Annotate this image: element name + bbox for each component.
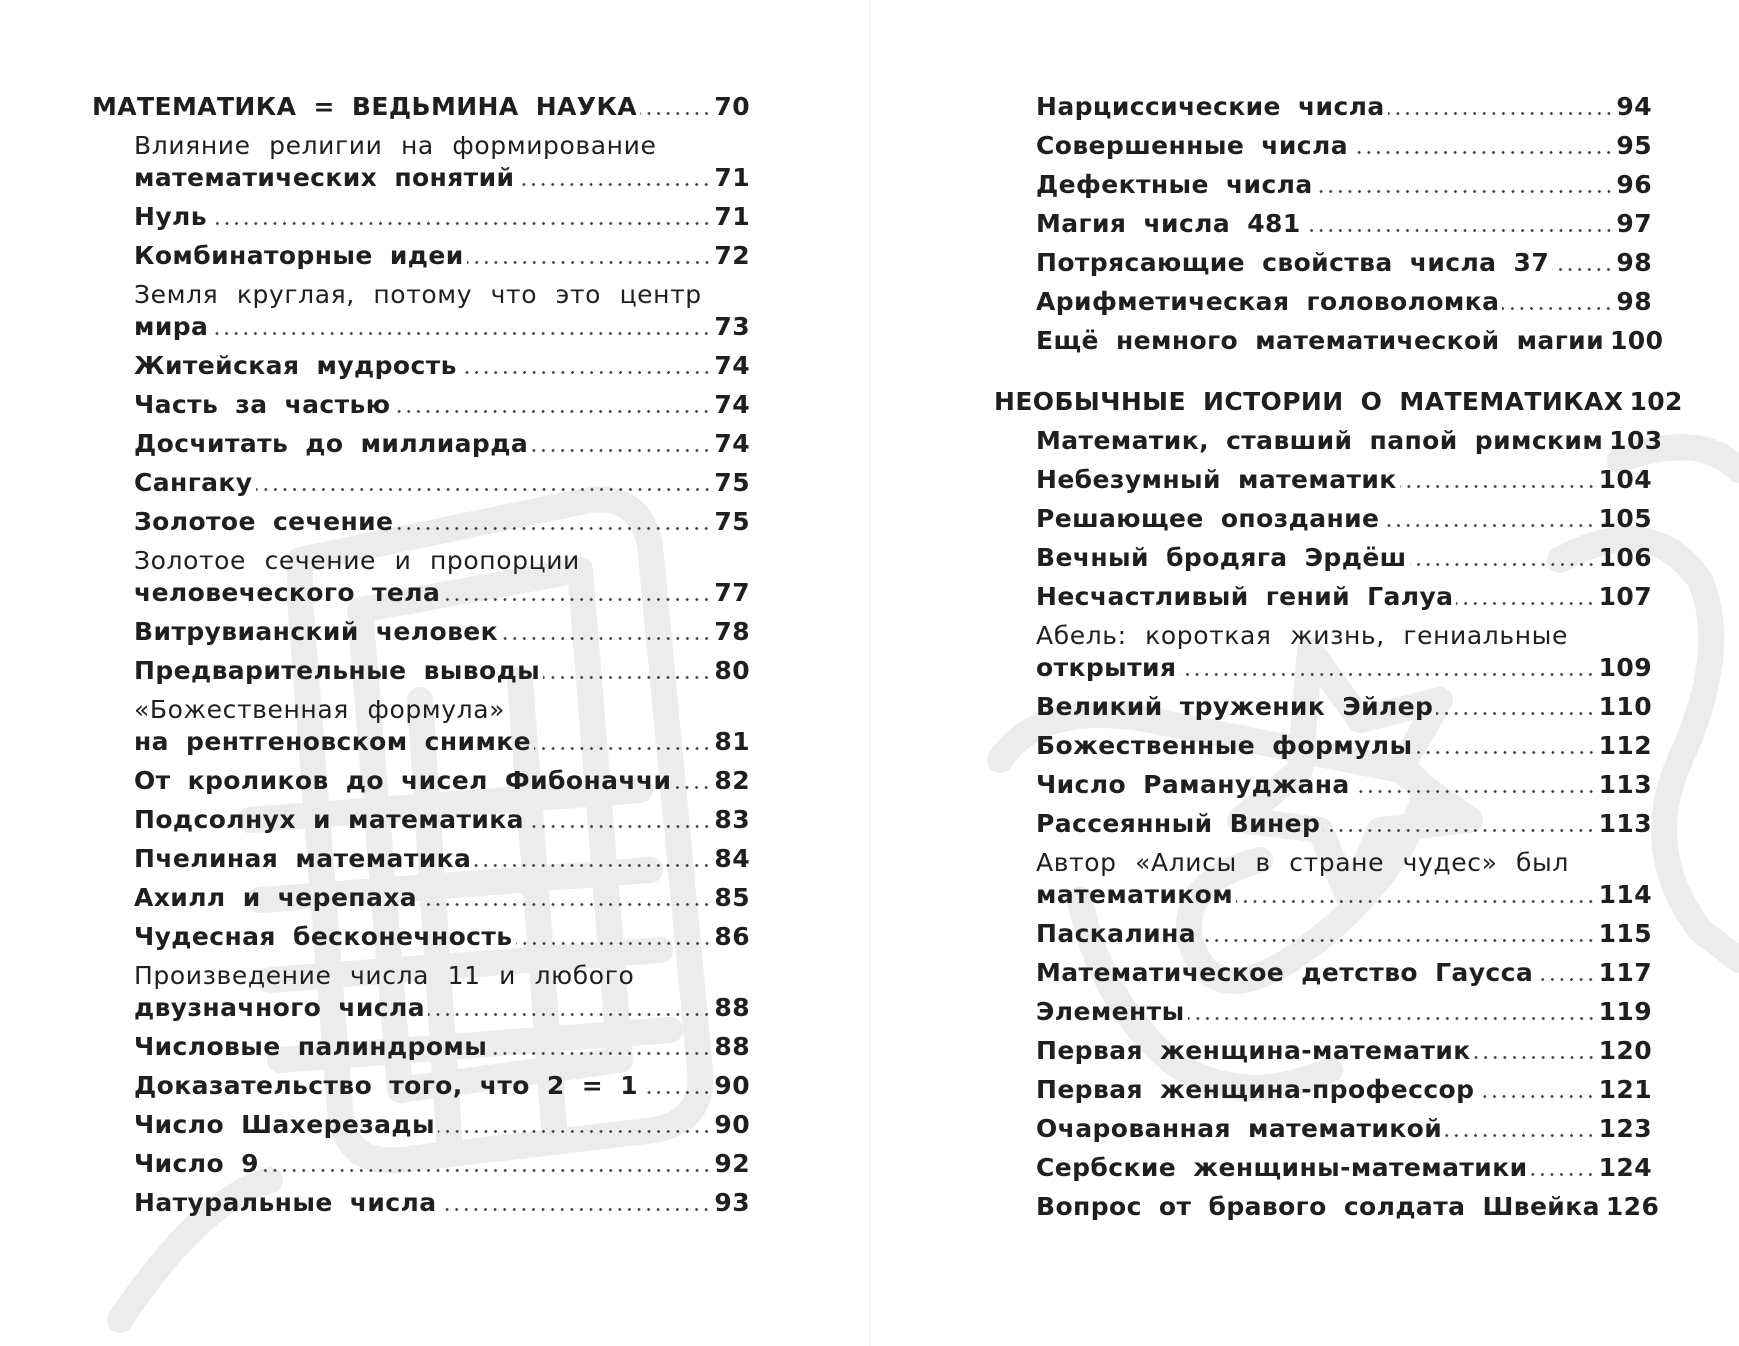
- toc-entry-page: 77: [714, 578, 750, 607]
- right-page: [994, 92, 1683, 1231]
- dot-leader: [501, 637, 711, 640]
- toc-entry-title: Витрувианский человек: [134, 617, 499, 646]
- dot-leader: [527, 825, 711, 828]
- toc-entry[interactable]: [994, 692, 1652, 731]
- toc-entry-title: Вечный бродяга Эрдёш: [1036, 543, 1407, 572]
- toc-entry[interactable]: [994, 848, 1652, 919]
- toc-section-witch-science: [92, 92, 750, 1227]
- section-page-number: 102: [1629, 387, 1683, 416]
- toc-entry-title: Великий труженик Эйлер: [1036, 692, 1434, 721]
- toc-entry-page: 112: [1598, 731, 1652, 760]
- toc-entry-title: Предварительные выводы: [134, 656, 541, 685]
- toc-entry-page: 74: [714, 390, 750, 419]
- dot-leader: [1502, 307, 1613, 310]
- dot-leader: [640, 112, 711, 115]
- dot-leader: [439, 1208, 711, 1211]
- toc-entry-title: Числовые палиндромы: [134, 1032, 488, 1061]
- toc-entry-page: 124: [1598, 1153, 1652, 1182]
- toc-entry[interactable]: [92, 1032, 750, 1071]
- toc-entry-title: Число Шахерезады: [134, 1110, 436, 1139]
- toc-entry-title: Нуль: [134, 202, 207, 231]
- toc-entry-page: 117: [1598, 958, 1652, 987]
- toc-entry-page: 115: [1598, 919, 1652, 948]
- toc-entry-page: 75: [714, 507, 750, 536]
- toc-entry-page: 106: [1598, 543, 1652, 572]
- toc-entry-title: Досчитать до миллиарда: [134, 429, 529, 458]
- dot-leader: [1530, 1173, 1595, 1176]
- dot-leader: [211, 332, 711, 335]
- toc-entry-page: 113: [1598, 770, 1652, 799]
- toc-entry-title-line1: Влияние религии на формирование: [134, 131, 657, 160]
- toc-entry-page: 105: [1598, 504, 1652, 533]
- toc-entry-title: Нарциссические числа: [1036, 92, 1385, 121]
- toc-entry-title: Потрясающие свойства числа 37: [1036, 248, 1550, 277]
- dot-leader: [1316, 190, 1614, 193]
- dot-leader: [210, 222, 711, 225]
- toc-entry[interactable]: [994, 543, 1652, 582]
- dot-leader: [474, 864, 711, 867]
- dot-leader: [1304, 229, 1614, 232]
- toc-entry-page: 109: [1598, 653, 1652, 682]
- toc-entry[interactable]: [994, 209, 1652, 248]
- toc-entry-page: 90: [714, 1110, 750, 1139]
- toc-entry[interactable]: [92, 656, 750, 695]
- toc-entry-page: 86: [714, 922, 750, 951]
- dot-leader: [393, 410, 711, 413]
- dot-leader: [460, 371, 712, 374]
- toc-entry-page: 83: [714, 805, 750, 834]
- toc-entry-title: Математик, ставший папой римским: [1036, 426, 1604, 455]
- toc-entry-title-line1: Абель: короткая жизнь, гениальные: [1036, 621, 1568, 650]
- toc-entry[interactable]: [994, 997, 1652, 1036]
- toc-entry-page: 113: [1598, 809, 1652, 838]
- toc-entry-page: 82: [714, 766, 750, 795]
- toc-entry-title: От кроликов до чисел Фибоначчи: [134, 766, 672, 795]
- toc-entry[interactable]: [994, 426, 1663, 465]
- toc-entry-title: мира: [134, 312, 209, 341]
- toc-entry-title-line1: Золотое сечение и пропорции: [134, 546, 580, 575]
- toc-entry[interactable]: [994, 731, 1652, 770]
- toc-entry[interactable]: [92, 922, 750, 961]
- toc-entry[interactable]: [994, 809, 1652, 848]
- toc-entry-title: Математическое детство Гаусса: [1036, 958, 1534, 987]
- left-page: [92, 92, 750, 1227]
- dot-leader: [531, 449, 711, 452]
- toc-entry-page: 98: [1616, 248, 1652, 277]
- dot-leader: [256, 488, 712, 491]
- toc-entry-title: Натуральные числа: [134, 1188, 437, 1217]
- toc-entry-title: Золотое сечение: [134, 507, 394, 536]
- toc-entry-title: Число Рамануджана: [1036, 770, 1350, 799]
- toc-entry[interactable]: [994, 92, 1652, 131]
- toc-entry-title: на рентгеновском снимке: [134, 727, 532, 756]
- toc-entry[interactable]: [92, 507, 750, 546]
- toc-entry[interactable]: [92, 546, 750, 617]
- toc-entry-title: Дефектные числа: [1036, 170, 1313, 199]
- dot-leader: [1456, 602, 1595, 605]
- section-title: МАТЕМАТИКА = ВЕДЬМИНА НАУКА: [92, 92, 638, 121]
- dot-leader: [641, 1091, 711, 1094]
- dot-leader: [534, 747, 711, 750]
- toc-entry-page: 114: [1598, 880, 1652, 909]
- toc-entry[interactable]: [92, 1149, 750, 1188]
- toc-entry-title: Первая женщина-профессор: [1036, 1075, 1475, 1104]
- dot-leader: [1236, 900, 1596, 903]
- toc-entry-title: математических понятий: [134, 163, 515, 192]
- toc-entry-title: математиком: [1036, 880, 1234, 909]
- dot-leader: [1388, 112, 1614, 115]
- toc-entry-page: 73: [714, 312, 750, 341]
- toc-entry-title: Сангаку: [134, 468, 253, 497]
- toc-entry-page: 72: [714, 241, 750, 270]
- toc-entry-page: 85: [714, 883, 750, 912]
- dot-leader: [1351, 151, 1613, 154]
- toc-entry[interactable]: [994, 287, 1652, 326]
- dot-leader: [262, 1169, 711, 1172]
- toc-entry-title-line1: «Божественная формула»: [134, 695, 506, 724]
- toc-entry-page: 123: [1598, 1114, 1652, 1143]
- toc-entry-page: 103: [1609, 426, 1663, 455]
- toc-entry-title-line1: Земля круглая, потому что это центр: [134, 280, 702, 309]
- dot-leader: [1416, 751, 1596, 754]
- toc-entry-page: 88: [714, 993, 750, 1022]
- toc-entry-title: Сербские женщины-математики: [1036, 1153, 1528, 1182]
- toc-entry[interactable]: [994, 958, 1652, 997]
- toc-entry-page: 110: [1598, 692, 1652, 721]
- toc-entry-page: 78: [714, 617, 750, 646]
- toc-entry[interactable]: [92, 844, 750, 883]
- dot-leader: [516, 942, 712, 945]
- dot-leader: [1188, 1017, 1596, 1020]
- dot-leader: [1552, 268, 1613, 271]
- toc-entry-title: Элементы: [1036, 997, 1185, 1026]
- toc-entry[interactable]: [994, 1075, 1652, 1114]
- section-spacer: [994, 365, 1652, 387]
- toc-entry-page: 97: [1616, 209, 1652, 238]
- toc-entry-title: Первая женщина-математик: [1036, 1036, 1471, 1065]
- toc-entry-title: Вопрос от бравого солдата Швейка: [1036, 1192, 1600, 1221]
- toc-entry[interactable]: [994, 170, 1652, 209]
- dot-leader: [1445, 1134, 1595, 1137]
- dot-leader: [1353, 790, 1596, 793]
- toc-entry-page: 71: [714, 163, 750, 192]
- dot-leader: [438, 1130, 711, 1133]
- toc-entry-title: Доказательство того, что 2 = 1: [134, 1071, 639, 1100]
- toc-entry-page: 80: [714, 656, 750, 685]
- toc-entry-title: Магия числа 481: [1036, 209, 1301, 238]
- section-page-number: 70: [714, 92, 750, 121]
- toc-entry-title: Очарованная математикой: [1036, 1114, 1443, 1143]
- toc-entry-page: 119: [1598, 997, 1652, 1026]
- toc-entry[interactable]: [994, 1036, 1652, 1075]
- toc-entry-page: 92: [714, 1149, 750, 1178]
- dot-leader: [1474, 1056, 1596, 1059]
- toc-entry[interactable]: [92, 805, 750, 844]
- toc-entry[interactable]: [92, 1188, 750, 1227]
- toc-entry-title: Несчастливый гений Галуа: [1036, 582, 1454, 611]
- dot-leader: [1400, 485, 1596, 488]
- toc-entry-title: Арифметическая головоломка: [1036, 287, 1500, 316]
- toc-entry-page: 96: [1616, 170, 1652, 199]
- toc-entry-page: 104: [1598, 465, 1652, 494]
- dot-leader: [1436, 712, 1595, 715]
- toc-entry-title: Комбинаторные идеи: [134, 241, 464, 270]
- toc-entry[interactable]: [92, 695, 750, 766]
- dot-leader: [490, 1052, 711, 1055]
- toc-section-unusual-stories: [994, 387, 1683, 1231]
- toc-entry[interactable]: [994, 770, 1652, 809]
- dot-leader: [1323, 829, 1595, 832]
- toc-entry[interactable]: [92, 1071, 750, 1110]
- toc-entry-page: 107: [1598, 582, 1652, 611]
- dot-leader: [443, 598, 711, 601]
- toc-entry-title: Небезумный математик: [1036, 465, 1397, 494]
- toc-entry-page: 81: [714, 727, 750, 756]
- toc-entry-title: Пчелиная математика: [134, 844, 472, 873]
- toc-entry[interactable]: [92, 202, 750, 241]
- toc-entry-page: 98: [1616, 287, 1652, 316]
- toc-entry[interactable]: [92, 390, 750, 429]
- toc-entry-title: Житейская мудрость: [134, 351, 457, 380]
- toc-entry-title: Рассеянный Винер: [1036, 809, 1321, 838]
- section-heading[interactable]: [994, 387, 1683, 426]
- dot-leader: [1410, 563, 1596, 566]
- toc-entry[interactable]: [92, 131, 750, 202]
- toc-entry-title: Совершенные числа: [1036, 131, 1348, 160]
- toc-entry-title-line1: Произведение числа 11 и любого: [134, 961, 635, 990]
- toc-entry[interactable]: [92, 241, 750, 280]
- toc-entry-page: 88: [714, 1032, 750, 1061]
- toc-entry[interactable]: [92, 280, 750, 351]
- toc-entry[interactable]: [92, 1110, 750, 1149]
- toc-entry[interactable]: [92, 468, 750, 507]
- toc-entry[interactable]: [994, 465, 1652, 504]
- toc-entry-page: 74: [714, 429, 750, 458]
- toc-entry[interactable]: [994, 1192, 1660, 1231]
- toc-entry-page: 94: [1616, 92, 1652, 121]
- toc-entry-page: 93: [714, 1188, 750, 1217]
- dot-leader: [674, 786, 711, 789]
- toc-entry[interactable]: [994, 919, 1652, 958]
- dot-leader: [396, 527, 711, 530]
- dot-leader: [428, 1013, 711, 1016]
- section-heading[interactable]: [92, 92, 750, 131]
- toc-entry-page: 100: [1610, 326, 1664, 355]
- toc-entry-title: Чудесная бесконечность: [134, 922, 513, 951]
- toc-entry-title: открытия: [1036, 653, 1177, 682]
- dot-leader: [1477, 1095, 1595, 1098]
- toc-entry[interactable]: [994, 248, 1652, 287]
- toc-entry-page: 120: [1598, 1036, 1652, 1065]
- toc-entry[interactable]: [994, 621, 1652, 692]
- section-title: НЕОБЫЧНЫЕ ИСТОРИИ О МАТЕМАТИКАХ: [994, 387, 1624, 416]
- toc-entry-title: Часть за частью: [134, 390, 391, 419]
- toc-entry[interactable]: [92, 429, 750, 468]
- dot-leader: [543, 676, 711, 679]
- dot-leader: [1382, 524, 1595, 527]
- toc-entry[interactable]: [994, 1153, 1652, 1192]
- toc-entry-title: Подсолнух и математика: [134, 805, 524, 834]
- toc-entry[interactable]: [994, 131, 1652, 170]
- toc-entry-page: 84: [714, 844, 750, 873]
- toc-entry-page: 121: [1598, 1075, 1652, 1104]
- toc-entry-title: Божественные формулы: [1036, 731, 1413, 760]
- toc-entry[interactable]: [92, 883, 750, 922]
- toc-entry-title: человеческого тела: [134, 578, 441, 607]
- toc-entry[interactable]: [92, 766, 750, 805]
- dot-leader: [517, 183, 711, 186]
- toc-entry-page: 74: [714, 351, 750, 380]
- dot-leader: [467, 261, 712, 264]
- toc-entry-title: Решающее опоздание: [1036, 504, 1380, 533]
- toc-entry[interactable]: [994, 1114, 1652, 1153]
- toc-entry[interactable]: [92, 961, 750, 1032]
- toc-entry-title: двузначного числа: [134, 993, 426, 1022]
- toc-entry[interactable]: [92, 351, 750, 390]
- toc-entry-title: Паскалина: [1036, 919, 1197, 948]
- toc-entry-title: Ахилл и черепаха: [134, 883, 418, 912]
- toc-entry[interactable]: [92, 617, 750, 656]
- toc-entry-page: 71: [714, 202, 750, 231]
- dot-leader: [420, 903, 711, 906]
- toc-entry-page: 95: [1616, 131, 1652, 160]
- toc-entry-page: 75: [714, 468, 750, 497]
- dot-leader: [1179, 673, 1595, 676]
- dot-leader: [1536, 978, 1596, 981]
- toc-entry[interactable]: [994, 504, 1652, 543]
- toc-entry-page: 90: [714, 1071, 750, 1100]
- toc-continued-entries: [994, 92, 1664, 365]
- dot-leader: [1199, 939, 1596, 942]
- toc-entry-title: Число 9: [134, 1149, 259, 1178]
- toc-entry-title-line1: Автор «Алисы в стране чудес» был: [1036, 848, 1569, 877]
- toc-entry-title: Ещё немного математической магии: [1036, 326, 1604, 355]
- page-gutter: [869, 0, 870, 1346]
- toc-entry[interactable]: [994, 582, 1652, 621]
- toc-entry[interactable]: [994, 326, 1664, 365]
- toc-entry-page: 126: [1605, 1192, 1660, 1221]
